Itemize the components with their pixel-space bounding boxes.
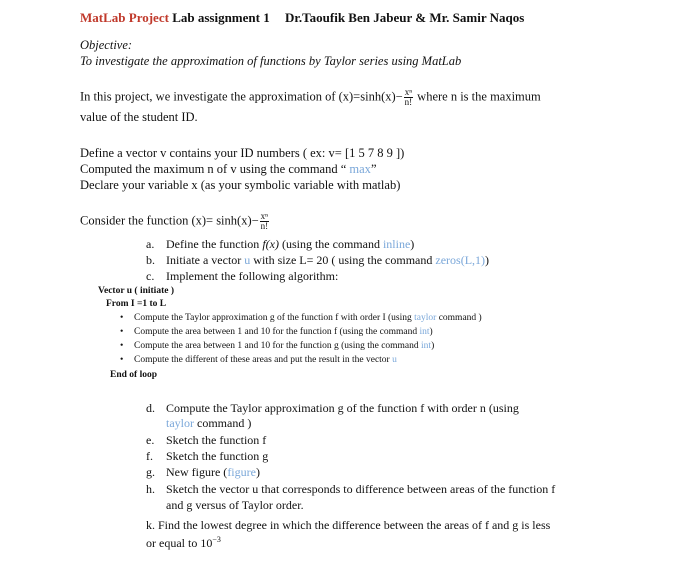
zeros-command: zeros(L,1) — [435, 253, 486, 267]
max-command: max — [349, 162, 371, 176]
item-letter: f. — [146, 449, 153, 463]
item-text: ) — [485, 253, 490, 267]
item-letter: h. — [146, 482, 155, 496]
bullet-icon: • — [120, 327, 124, 337]
list-item-f — [146, 449, 268, 464]
list-item-g — [146, 465, 260, 480]
objective-label: Objective: — [80, 38, 133, 52]
item-text: Compute the Taylor approximation g of the function f with order n (using — [166, 401, 519, 415]
algorithm-bullet — [120, 341, 434, 351]
list-item-d-cont — [166, 416, 251, 431]
taylor-command: taylor — [414, 313, 437, 323]
intro-fraction — [404, 88, 413, 107]
int-command: int — [421, 341, 432, 351]
objective-text: To investigate the approximation of functions by Taylor series using MatLab — [80, 54, 462, 68]
list-item-c — [146, 269, 338, 284]
item-math: f(x) — [262, 237, 279, 251]
item-text: command ) — [194, 416, 252, 430]
fraction-denominator: n! — [404, 97, 413, 107]
item-text: (using the command — [278, 237, 383, 251]
authors: Dr.Taoufik Ben Jabeur & Mr. Samir Naqos — [284, 10, 525, 25]
algorithm-init: Vector u ( initiate ) — [98, 286, 174, 296]
define-text-b: ” — [370, 162, 377, 176]
final-exponent: −3 — [212, 535, 221, 544]
item-text: ) — [255, 465, 260, 479]
item-text: Initiate a vector — [166, 253, 245, 267]
consider-line — [80, 212, 270, 231]
vector-u: u — [244, 253, 251, 267]
define-line-1: Define a vector v contains your ID numbers ( ex: v= [1 5 7 8 9 ]) — [80, 146, 405, 160]
algorithm-from: From I =1 to L — [106, 299, 167, 309]
list-item-h-cont: and g versus of Taylor order. — [166, 498, 304, 512]
bullet-text: Compute the area between 1 and 10 for the function g (using the command — [134, 341, 422, 351]
intro-line-1 — [80, 88, 541, 107]
item-letter: b. — [146, 253, 155, 267]
list-item-e — [146, 433, 266, 448]
algorithm-bullet — [120, 355, 397, 365]
bullet-icon: • — [120, 355, 124, 365]
consider-text: Consider the function (x)= sinh(x)− — [80, 213, 259, 228]
bullet-icon: • — [120, 313, 124, 323]
algorithm-end: End of loop — [110, 370, 157, 380]
item-letter: g. — [146, 465, 155, 479]
algorithm-bullet — [120, 327, 433, 337]
bullet-icon: • — [120, 341, 124, 351]
item-text: Sketch the function g — [166, 449, 269, 463]
title-project: MatLab Project — [80, 10, 169, 25]
item-text: Sketch the vector u that corresponds to difference between areas of the function f — [166, 482, 556, 496]
item-text: Sketch the function f — [166, 433, 267, 447]
item-text: New figure ( — [166, 465, 228, 479]
bullet-text: ) — [431, 341, 435, 351]
item-letter: c. — [146, 269, 155, 283]
item-letter: a. — [146, 237, 155, 251]
item-text: with size L= 20 ( using the command — [250, 253, 436, 267]
intro-text-a: In this project, we investigate the approximation of (x)=sinh(x)− — [80, 89, 403, 104]
final-line-1: k. Find the lowest degree in which the difference between the areas of f and g is less — [146, 518, 551, 532]
list-item-a — [146, 237, 414, 252]
intro-line-2: value of the student ID. — [80, 110, 198, 124]
algorithm-bullet — [120, 313, 482, 323]
final-text: or equal to 10 — [146, 536, 213, 550]
taylor-command: taylor — [166, 416, 194, 430]
item-text: Implement the following algorithm: — [166, 269, 339, 283]
header — [80, 10, 524, 26]
intro-text-b: where n is the maximum — [414, 89, 541, 104]
bullet-text: Compute the Taylor approximation g of the function f with order I (using — [134, 313, 415, 323]
item-text: Define the function — [166, 237, 263, 251]
final-line-2 — [146, 535, 221, 551]
list-item-d — [146, 401, 519, 416]
fraction-numerator: xⁿ — [260, 211, 268, 221]
define-line-2 — [80, 162, 377, 177]
item-text: ) — [410, 237, 415, 251]
int-command: int — [419, 327, 430, 337]
vector-u: u — [392, 355, 397, 365]
define-line-3: Declare your variable x (as your symbolic variable with matlab) — [80, 178, 401, 192]
bullet-text: Compute the different of these areas and put the result in the vector — [134, 355, 393, 365]
define-text-a: Computed the maximum n of v using the command “ — [80, 162, 350, 176]
item-letter: e. — [146, 433, 155, 447]
figure-command: figure — [227, 465, 256, 479]
bullet-text: ) — [429, 327, 433, 337]
bullet-text: command ) — [436, 313, 482, 323]
list-item-b — [146, 253, 489, 268]
fraction-numerator: xⁿ — [404, 87, 413, 97]
inline-command: inline — [382, 237, 411, 251]
item-letter: d. — [146, 401, 155, 415]
title-assignment: Lab assignment 1 — [168, 10, 270, 25]
bullet-text: Compute the area between 1 and 10 for the function f (using the command — [134, 327, 420, 337]
consider-fraction — [260, 212, 269, 231]
fraction-denominator: n! — [260, 221, 269, 231]
list-item-h — [146, 482, 555, 497]
